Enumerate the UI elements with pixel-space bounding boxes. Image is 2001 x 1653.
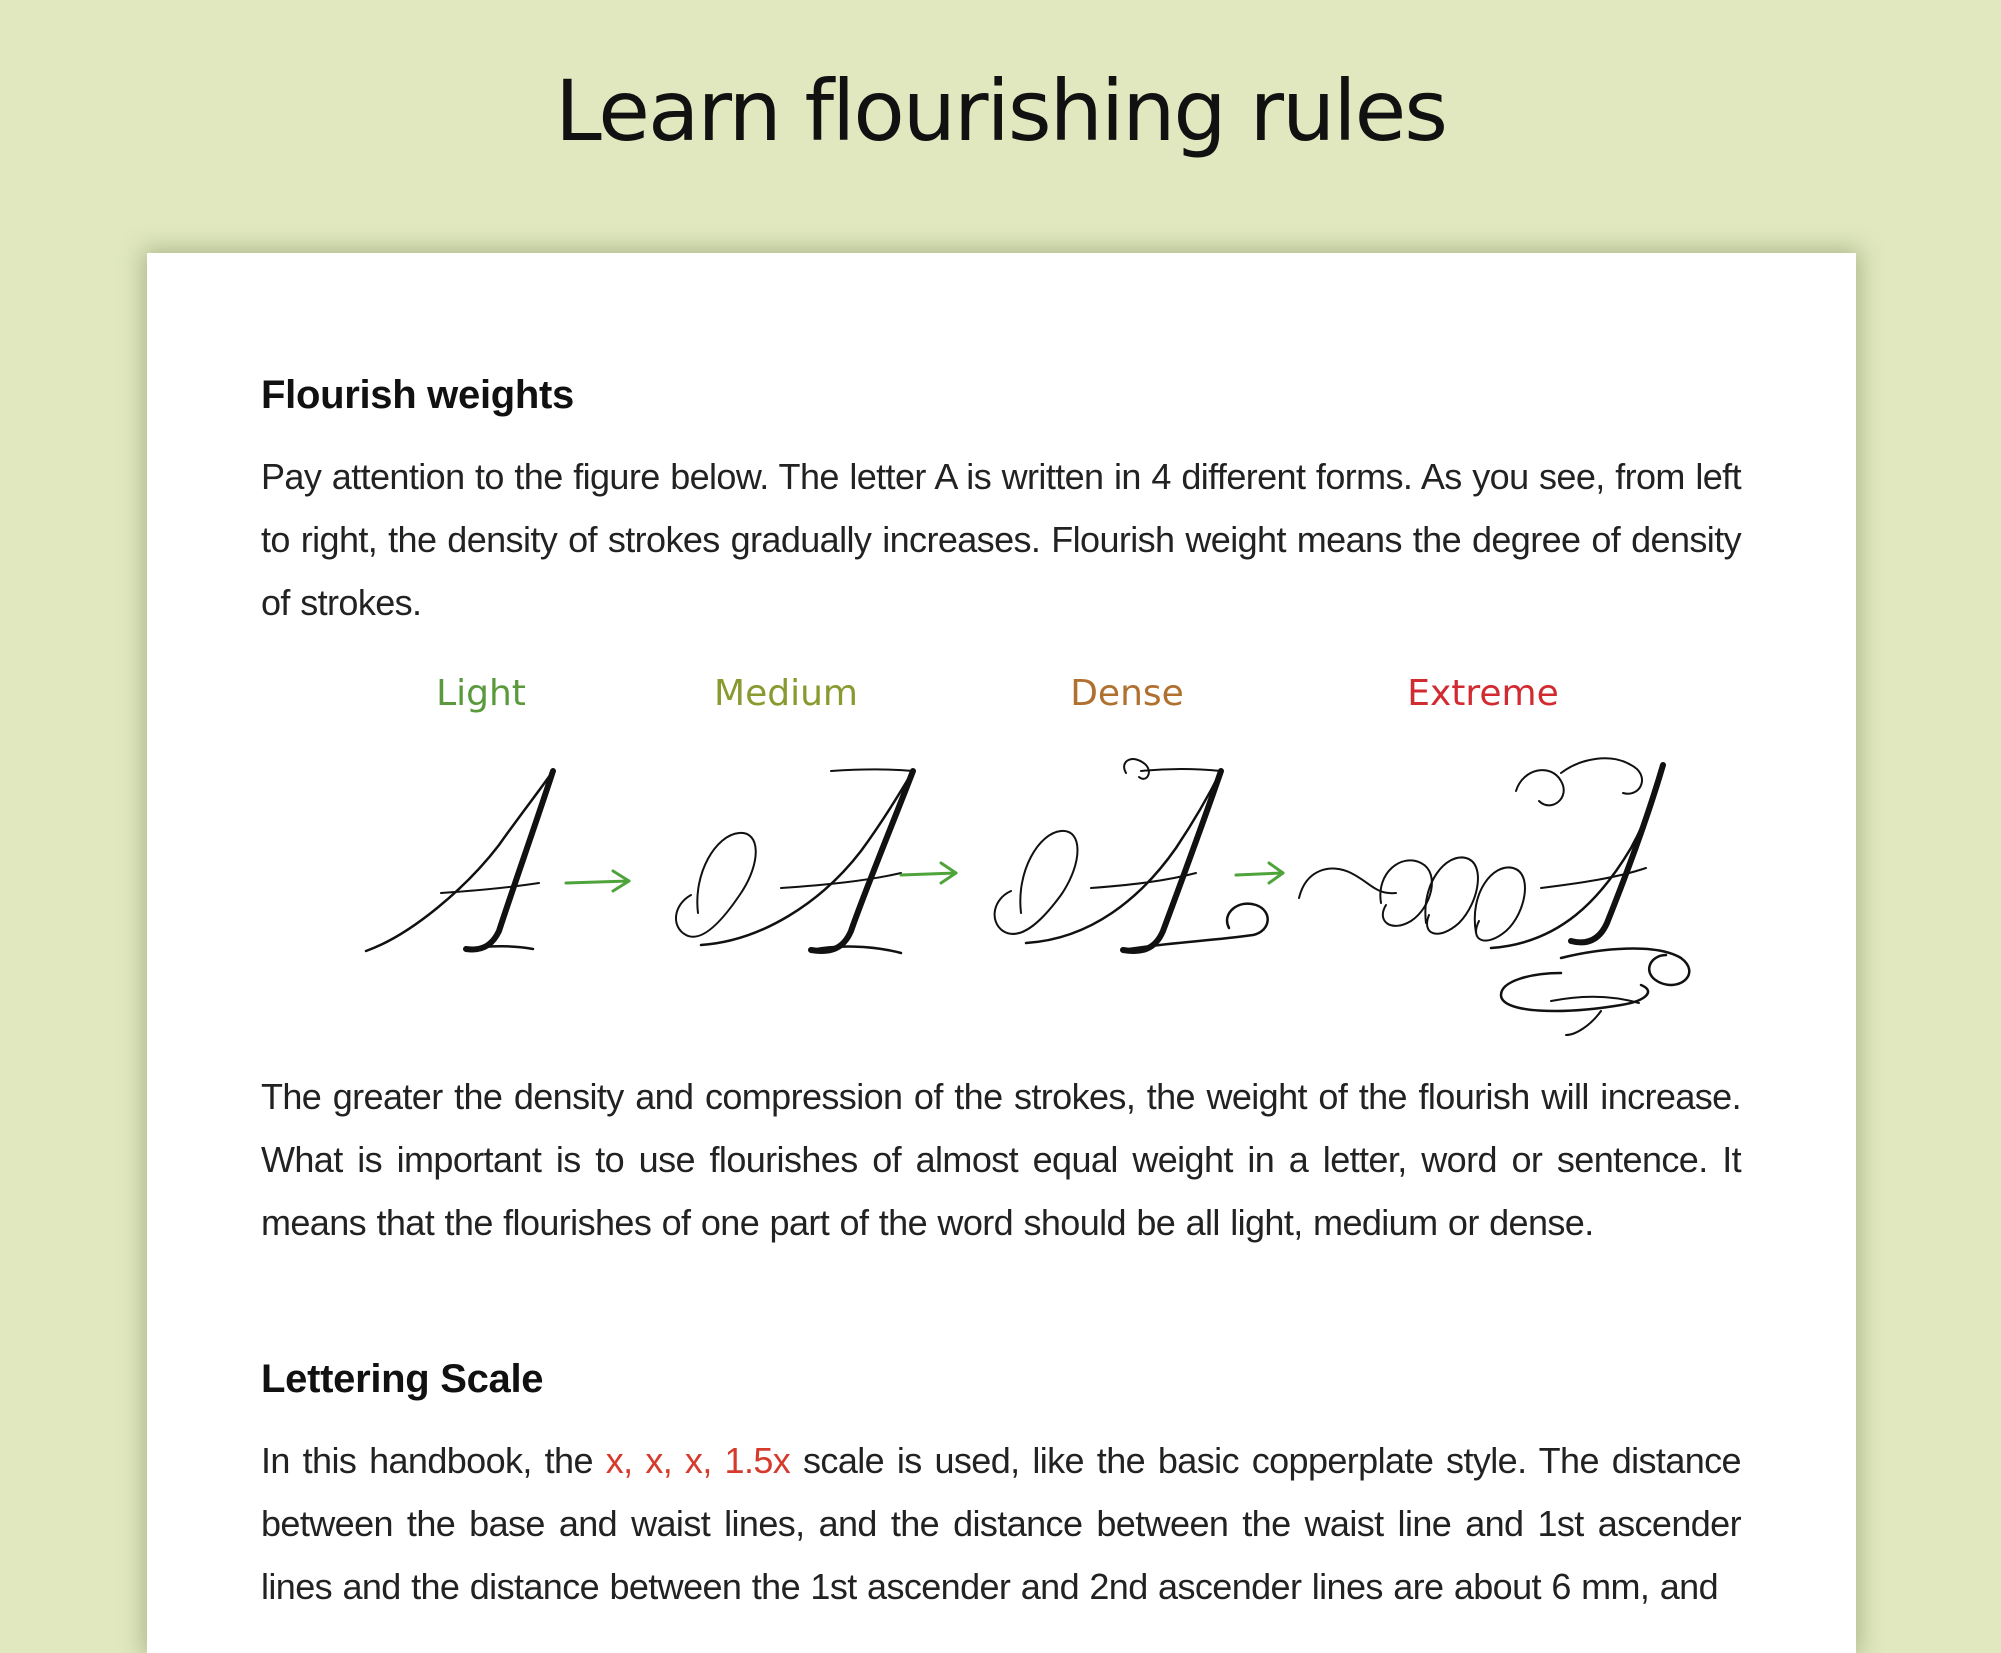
arrow-right-icon-1 [566, 871, 629, 891]
letter-a-dense-icon [995, 759, 1268, 951]
arrow-right-icon-2 [901, 863, 956, 883]
scale-text-suffix: scale is used, like the basic copperplate style. The distance between the base and waist lines, and the distance between the waist line and 1st ascender lines and the distance between the 1st ascender and 2nd ascender lines are about 6 mm, and [261, 1440, 1741, 1607]
document-page [147, 253, 1856, 1653]
section-heading-flourish-weights: Flourish weights [261, 373, 574, 417]
page-title: Learn flourishing rules [554, 62, 1447, 160]
letter-a-light-icon [366, 771, 553, 951]
paragraph-weight-explanation: The greater the density and compression of the strokes, the weight of the flourish will increase. What is important is to use flourishes of almost equal weight in a letter, word or sentence. It means that the flourishes of one part of the word should be all light, medium or dense. [261, 1076, 1741, 1243]
paragraph-figure-intro: Pay attention to the figure below. The letter A is written in 4 different forms. As you see, from left to right, the density of strokes gradually increases. Flourish weight means the degree of density of strokes. [261, 456, 1741, 623]
scale-highlight: x, x, x, 1.5x [605, 1440, 791, 1481]
label-dense: Dense [1070, 673, 1184, 714]
label-extreme: Extreme [1407, 673, 1559, 714]
letter-a-medium-icon [676, 770, 913, 954]
paragraph-lettering-scale [261, 1429, 1741, 1618]
label-light: Light [436, 673, 526, 714]
arrow-right-icon-3 [1236, 863, 1283, 883]
label-medium: Medium [714, 673, 858, 714]
letter-a-extreme-icon [1299, 758, 1689, 1035]
section-heading-lettering-scale: Lettering Scale [261, 1357, 544, 1401]
scale-text-prefix: In this handbook, the [261, 1440, 606, 1481]
